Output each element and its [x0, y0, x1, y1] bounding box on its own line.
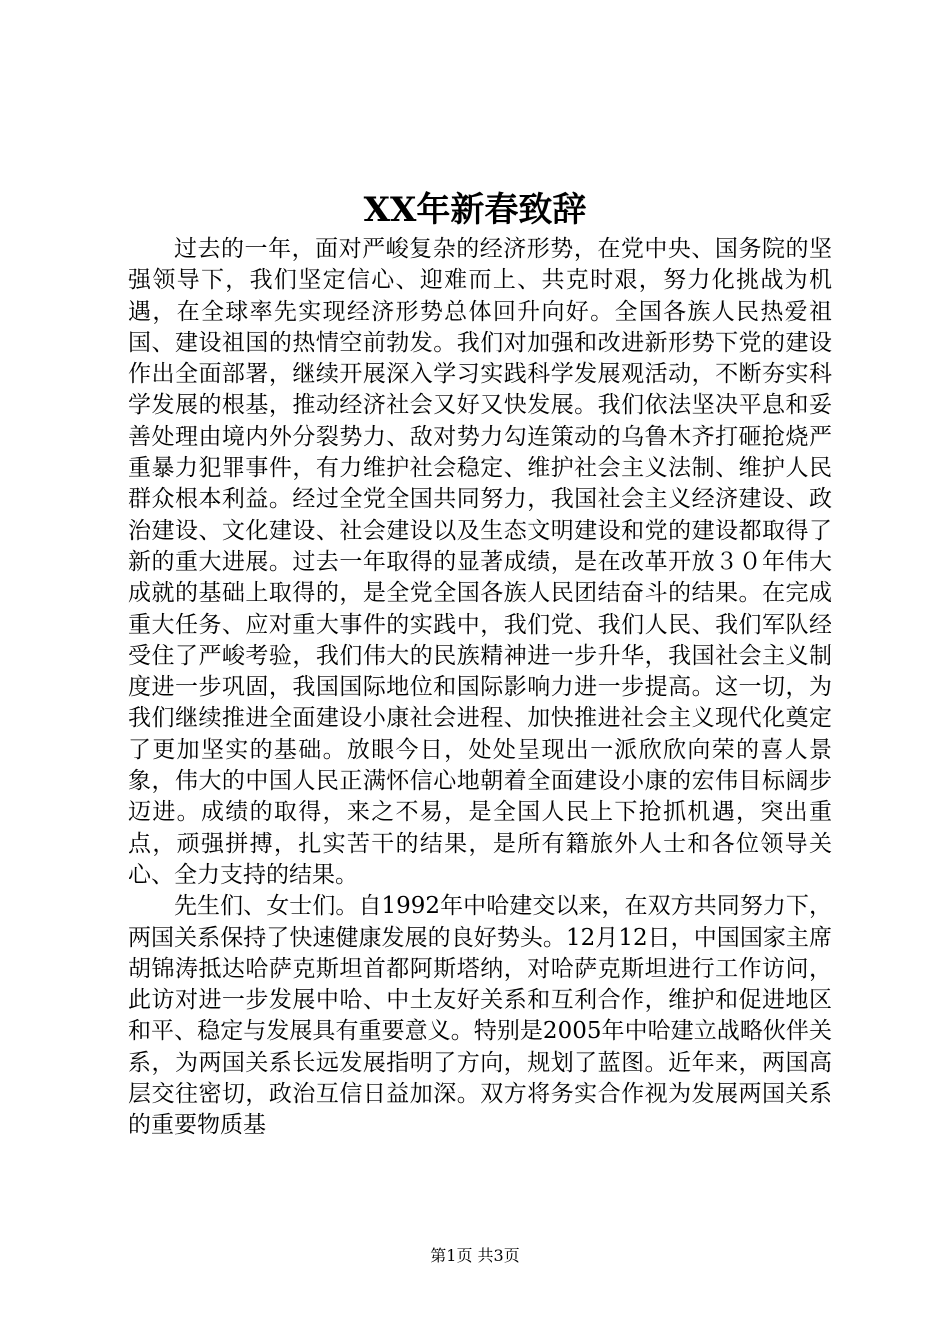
document-body	[128, 234, 832, 1142]
paragraph-2: 先生们、女士们。自1992年中哈建交以来，在双方共同努力下，两国关系保持了快速健康发展的良好势头。12月12日，中国国家主席胡锦涛抵达哈萨克斯坦首都阿斯塔纳，对哈萨克斯坦进行工作访问，此访对进一步发展中哈、中土友好关系和互利合作，维护和促进地区和平、稳定与发展具有重要意义。特别是2005年中哈建立战略伙伴关系，为两国关系长远发展指明了方向，规划了蓝图。近年来，两国高层交往密切，政治互信日益加深。双方将务实合作视为发展两国关系的重要物质基	[128, 893, 832, 1139]
document-title: XX年新春致辞	[363, 190, 587, 230]
page-number-footer: 第1页 共3页	[430, 1246, 520, 1265]
paragraph-1: 过去的一年，面对严峻复杂的经济形势，在党中央、国务院的坚强领导下，我们坚定信心、迎难而上、共克时艰，努力化挑战为机遇，在全球率先实现经济形势总体回升向好。全国各族人民热爱祖国、建设祖国的热情空前勃发。我们对加强和改进新形势下党的建设作出全面部署，继续开展深入学习实践科学发展观活动，不断夯实科学发展的根基，推动经济社会又好又快发展。我们依法坚决平息和妥善处理由境内外分裂势力、敌对势力勾连策动的乌鲁木齐打砸抢烧严重暴力犯罪事件，有力维护社会稳定、维护社会主义法制、维护人民群众根本利益。经过全党全国共同努力，我国社会主义经济建设、政治建设、文化建设、社会建设以及生态文明建设和党的建设都取得了新的重大进展。过去一年取得的显著成绩，是在改革开放３０年伟大成就的基础上取得的，是全党全国各族人民团结奋斗的结果。在完成重大任务、应对重大事件的实践中，我们党、我们人民、我们军队经受住了严峻考验，我们伟大的民族精神进一步升华，我国社会主义制度进一步巩固，我国国际地位和国际影响力进一步提高。这一切，为我们继续推进全面建设小康社会进程、加快推进社会主义现代化奠定了更加坚实的基础。放眼今日，处处呈现出一派欣欣向荣的喜人景象，伟大的中国人民正满怀信心地朝着全面建设小康的宏伟目标阔步迈进。成绩的取得，来之不易，是全国人民上下抢抓机遇，突出重点，顽强拼搏，扎实苦干的结果，是所有籍旅外人士和各位领导关心、全力支持的结果。	[128, 236, 832, 888]
